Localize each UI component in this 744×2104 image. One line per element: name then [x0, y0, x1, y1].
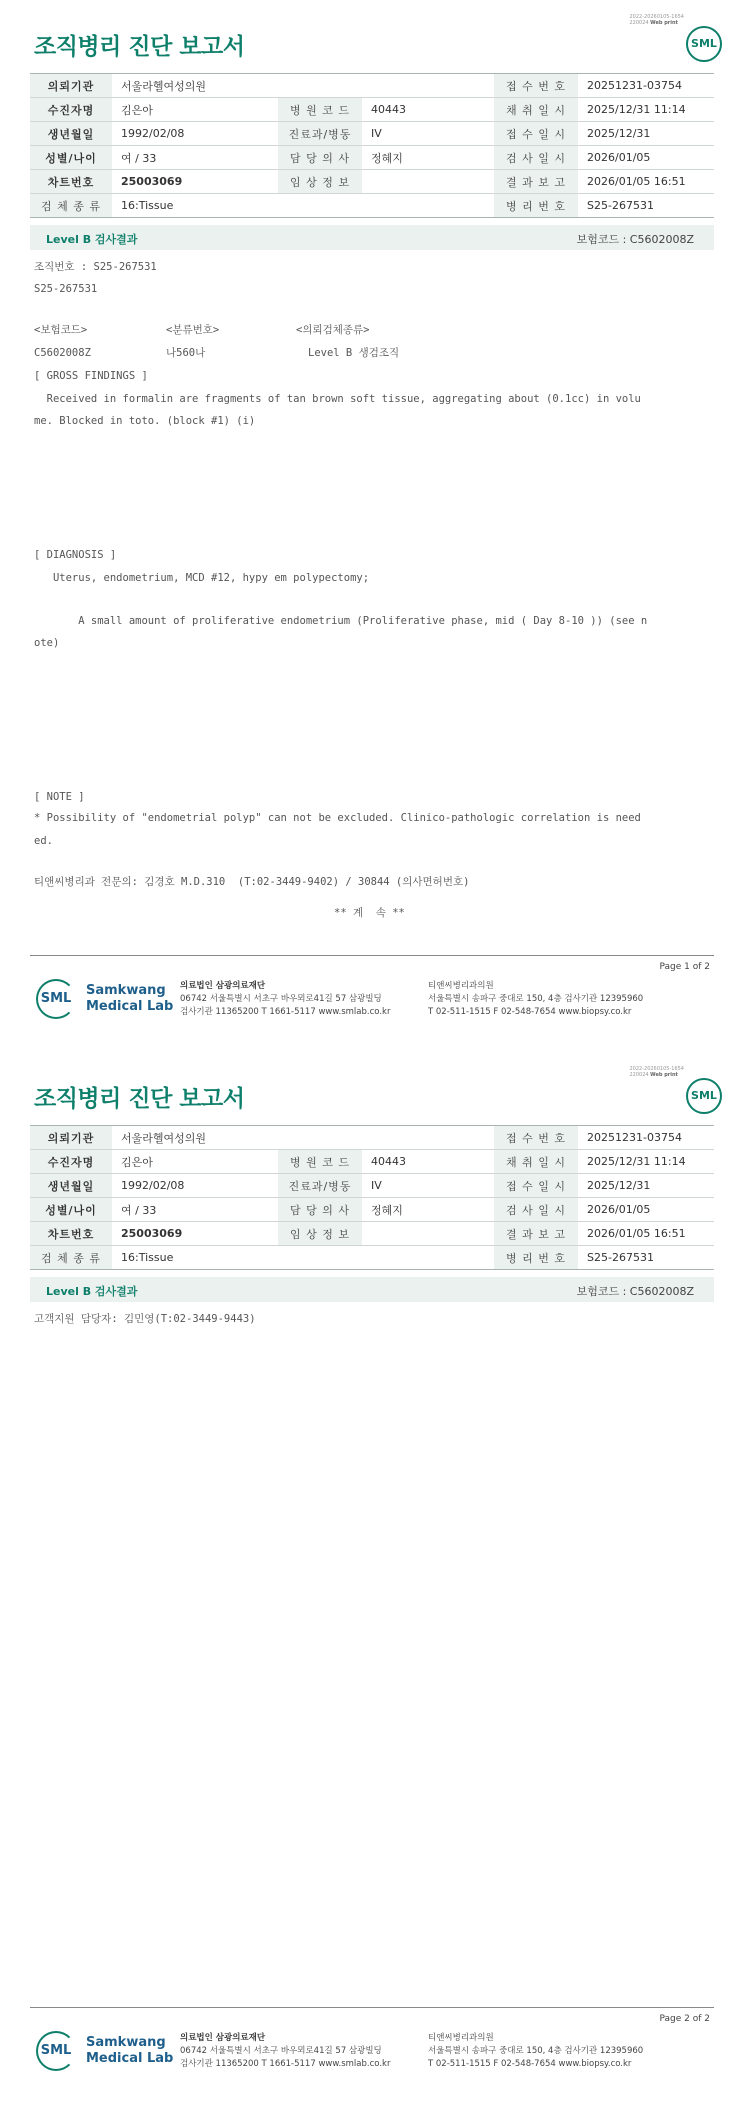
patient-info-table: [30, 1125, 714, 1270]
samkwang-logo: [36, 975, 186, 1023]
info-value: S25-267531: [578, 1246, 714, 1270]
info-row: [30, 1198, 714, 1222]
print-stamp-web: Web print: [650, 1072, 678, 1078]
sml-logo-icon: [686, 26, 722, 62]
info-label: 접 수 번 호: [494, 74, 578, 98]
info-row: [30, 74, 714, 98]
info-label: 병 리 번 호: [494, 1246, 578, 1270]
insurance-code: 보험코드 : C5602008Z: [576, 233, 694, 246]
info-label: 진료과/병동: [278, 1174, 362, 1198]
info-row: [30, 1126, 714, 1150]
report-title: 조직병리 진단 보고서: [34, 1086, 245, 1112]
info-row: [30, 1222, 714, 1246]
info-label: 의뢰기관: [30, 74, 112, 98]
info-label: 접 수 번 호: [494, 1126, 578, 1150]
info-value: 1992/02/08: [112, 122, 278, 146]
info-value: 여 / 33: [112, 1198, 278, 1222]
print-stamp: [629, 14, 684, 26]
info-value: 2026/01/05 16:51: [578, 170, 714, 194]
logo-sml-text: SML: [40, 2043, 72, 2058]
footer-address: 서울특별시 송파구 중대로 150, 4층 검사기관 12395960: [428, 994, 644, 1004]
info-row: [30, 1246, 714, 1270]
info-label: 수진자명: [30, 1150, 112, 1174]
info-label: 담 당 의 사: [278, 146, 362, 170]
info-value: 16:Tissue: [112, 194, 494, 218]
info-value: 서울라헬여성의원: [112, 74, 494, 98]
info-label: 접 수 일 시: [494, 122, 578, 146]
footer-divider: [30, 955, 714, 956]
footer-contact: T 02-511-1515 F 02-548-7654 www.biopsy.co.kr: [428, 2059, 632, 2069]
continued-mark: ** 계 속 **: [334, 907, 405, 919]
info-value: 2025/12/31: [578, 1174, 714, 1198]
sml-logo-text: SML: [691, 1089, 717, 1102]
sml-logo-icon: [686, 1078, 722, 1114]
info-value: 정혜지: [362, 1198, 494, 1222]
tissue-no-line: 조직번호 : S25-267531: [34, 261, 157, 273]
info-value: IV: [362, 122, 494, 146]
info-value: 2025/12/31 11:14: [578, 98, 714, 122]
footer-samkwang-info: [180, 980, 390, 1019]
info-label: 결 과 보 고: [494, 1222, 578, 1246]
print-stamp-web: Web print: [650, 20, 678, 26]
info-label: 검 체 종 류: [30, 1246, 112, 1270]
info-label: 차트번호: [30, 170, 112, 194]
info-label: 의뢰기관: [30, 1126, 112, 1150]
footer-org-name: 티앤씨병리과의원: [428, 981, 494, 991]
info-value: 20251231-03754: [578, 74, 714, 98]
page-number: Page 1 of 2: [659, 962, 710, 972]
info-value: 40443: [362, 1150, 494, 1174]
level-title: Level B 검사결과: [46, 1285, 138, 1298]
footer-samkwang-info: [180, 2032, 390, 2071]
info-row: [30, 1174, 714, 1198]
tissue-no-value: S25-267531: [34, 283, 98, 295]
print-stamp-line: 2022-20260105-1654: [629, 1066, 684, 1072]
info-label: 임 상 정 보: [278, 170, 362, 194]
info-value: 2025/12/31: [578, 122, 714, 146]
insurance-code: 보험코드 : C5602008Z: [576, 1285, 694, 1298]
footer-address: 06742 서울특별시 서초구 바우뫼로41길 57 삼광빌딩: [180, 994, 382, 1004]
info-row: [30, 146, 714, 170]
info-label: 진료과/병동: [278, 122, 362, 146]
column-value: Level B 생검조직: [308, 347, 400, 359]
footer-contact: T 02-511-1515 F 02-548-7654 www.biopsy.co.kr: [428, 1007, 632, 1017]
info-value: 25003069: [112, 170, 278, 194]
info-value: 2026/01/05: [578, 146, 714, 170]
info-label: 채 취 일 시: [494, 1150, 578, 1174]
diagnosis-header: [ DIAGNOSIS ]: [34, 549, 117, 561]
report-page-2: [0, 1052, 744, 2104]
info-label: 병 원 코 드: [278, 98, 362, 122]
info-label: 성별/나이: [30, 146, 112, 170]
diagnosis-text: Uterus, endometrium, MCD #12, hypy em polypectomy;: [34, 572, 370, 584]
info-label: 검 사 일 시: [494, 1198, 578, 1222]
level-result-bar: [30, 225, 714, 250]
footer-contact: 검사기관 11365200 T 1661-5117 www.smlab.co.kr: [180, 1007, 391, 1017]
print-stamp-line: 220024: [629, 20, 649, 26]
logo-sml-text: SML: [40, 991, 72, 1006]
page-number: Page 2 of 2: [659, 2014, 710, 2024]
info-value: 2026/01/05: [578, 1198, 714, 1222]
logo-name-line: Medical Lab: [86, 999, 174, 1014]
info-value: 2025/12/31 11:14: [578, 1150, 714, 1174]
info-label: 검 체 종 류: [30, 194, 112, 218]
samkwang-logo: [36, 2027, 186, 2075]
patient-info-table: [30, 73, 714, 218]
info-value: 40443: [362, 98, 494, 122]
info-label: 성별/나이: [30, 1198, 112, 1222]
info-label: 병 리 번 호: [494, 194, 578, 218]
gross-findings-header: [ GROSS FINDINGS ]: [34, 370, 148, 382]
info-label: 담 당 의 사: [278, 1198, 362, 1222]
info-label: 접 수 일 시: [494, 1174, 578, 1198]
logo-name-line: Samkwang: [86, 2035, 166, 2050]
report-title: 조직병리 진단 보고서: [34, 34, 245, 60]
info-row: [30, 170, 714, 194]
column-header: <보험코드>: [34, 324, 88, 336]
info-value: 서울라헬여성의원: [112, 1126, 494, 1150]
info-value: [362, 170, 494, 194]
footer-address: 06742 서울특별시 서초구 바우뫼로41길 57 삼광빌딩: [180, 2046, 382, 2056]
info-value: IV: [362, 1174, 494, 1198]
footer-org-name: 티앤씨병리과의원: [428, 2033, 494, 2043]
info-value: 김은아: [112, 98, 278, 122]
note-text: * Possibility of "endometrial polyp" can not be excluded. Clinico-pathologic correlation is need: [34, 812, 641, 824]
info-row: [30, 98, 714, 122]
footer-contact: 검사기관 11365200 T 1661-5117 www.smlab.co.kr: [180, 2059, 391, 2069]
info-value: 여 / 33: [112, 146, 278, 170]
column-value: C5602008Z: [34, 347, 91, 359]
level-title: Level B 검사결과: [46, 233, 138, 246]
print-stamp-line: 220024: [629, 1072, 649, 1078]
pathologist-contact: 티앤씨병리과 전문의: 김경호 M.D.310 (T:02-3449-9402) / 30844 (의사면허번호): [34, 876, 470, 888]
logo-name-line: Medical Lab: [86, 2051, 174, 2066]
info-label: 결 과 보 고: [494, 170, 578, 194]
info-label: 검 사 일 시: [494, 146, 578, 170]
diagnosis-text: ote): [34, 637, 60, 649]
info-label: 병 원 코 드: [278, 1150, 362, 1174]
footer-divider: [30, 2007, 714, 2008]
info-label: 채 취 일 시: [494, 98, 578, 122]
print-stamp-line: 2022-20260105-1654: [629, 14, 684, 20]
diagnosis-text: A small amount of proliferative endometrium (Proliferative phase, mid ( Day 8-10 )) (see n: [34, 615, 648, 627]
info-value: 25003069: [112, 1222, 278, 1246]
note-text: ed.: [34, 835, 53, 847]
footer-tnc-info: [428, 980, 643, 1019]
info-label: 임 상 정 보: [278, 1222, 362, 1246]
info-value: 정혜지: [362, 146, 494, 170]
gross-findings-text: me. Blocked in toto. (block #1) (i): [34, 415, 256, 427]
info-row: [30, 1150, 714, 1174]
footer-tnc-info: [428, 2032, 643, 2071]
level-result-bar: [30, 1277, 714, 1302]
footer-org-name: 의료법인 삼광의료재단: [180, 2033, 266, 2043]
sml-logo-icon: [36, 979, 76, 1019]
info-value: 김은아: [112, 1150, 278, 1174]
info-label: 수진자명: [30, 98, 112, 122]
info-value: 2026/01/05 16:51: [578, 1222, 714, 1246]
info-label: 차트번호: [30, 1222, 112, 1246]
info-value: 16:Tissue: [112, 1246, 494, 1270]
info-label: 생년월일: [30, 1174, 112, 1198]
sml-logo-icon: [36, 2031, 76, 2071]
column-value: 나560나: [166, 347, 206, 359]
footer-org-name: 의료법인 삼광의료재단: [180, 981, 266, 991]
info-value: [362, 1222, 494, 1246]
footer-address: 서울특별시 송파구 중대로 150, 4층 검사기관 12395960: [428, 2046, 644, 2056]
customer-support-line: 고객지원 담당자: 김민영(T:02-3449-9443): [34, 1313, 256, 1325]
info-value: 1992/02/08: [112, 1174, 278, 1198]
gross-findings-text: Received in formalin are fragments of tan brown soft tissue, aggregating about (0.1cc) in volu: [34, 393, 641, 405]
sml-logo-text: SML: [691, 37, 717, 50]
column-header: <의뢰검체종류>: [296, 324, 370, 336]
note-header: [ NOTE ]: [34, 791, 85, 803]
info-value: 20251231-03754: [578, 1126, 714, 1150]
print-stamp: [629, 1066, 684, 1078]
column-header: <분류번호>: [166, 324, 220, 336]
logo-name-line: Samkwang: [86, 983, 166, 998]
info-row: [30, 194, 714, 218]
info-row: [30, 122, 714, 146]
info-label: 생년월일: [30, 122, 112, 146]
info-value: S25-267531: [578, 194, 714, 218]
